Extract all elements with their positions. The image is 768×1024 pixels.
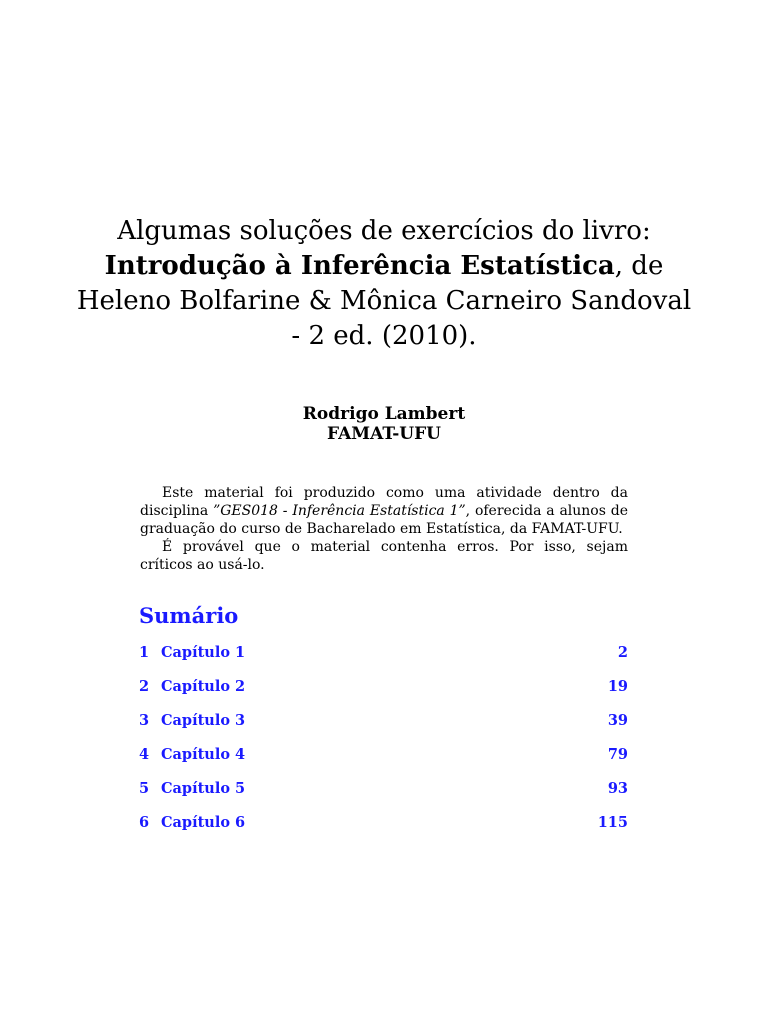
toc-entry-page[interactable]: 39 (607, 712, 628, 729)
title-line-1: Algumas soluções de exercícios do livro: (117, 216, 651, 246)
toc-entry-number: 3 (139, 712, 150, 729)
toc-entry-number: 1 (139, 644, 150, 661)
table-of-contents (139, 644, 628, 848)
toc-entry-title[interactable]: Capítulo 3 (161, 712, 246, 729)
toc-entry-number: 2 (139, 678, 150, 695)
toc-entry-number: 4 (139, 746, 150, 763)
author-name: Rodrigo Lambert (302, 404, 466, 424)
title-line-2-suffix: , de (614, 251, 664, 281)
toc-entry-page[interactable]: 115 (597, 814, 628, 831)
document-title (0, 214, 768, 354)
toc-entry-4[interactable] (139, 746, 628, 780)
toc-heading: Sumário (139, 603, 239, 628)
toc-entry-1[interactable] (139, 644, 628, 678)
toc-entry-title[interactable]: Capítulo 6 (161, 814, 246, 831)
toc-entry-page[interactable]: 79 (607, 746, 628, 763)
toc-entry-page[interactable]: 2 (617, 644, 628, 661)
toc-entry-title[interactable]: Capítulo 2 (161, 678, 246, 695)
toc-entry-number: 5 (139, 780, 150, 797)
toc-entry-6[interactable] (139, 814, 628, 848)
author-affiliation: FAMAT-UFU (327, 424, 441, 444)
toc-entry-2[interactable] (139, 678, 628, 712)
toc-entry-5[interactable] (139, 780, 628, 814)
toc-entry-page[interactable]: 93 (607, 780, 628, 797)
abstract-paragraph-2: É provável que o material contenha erros. Por isso, sejam críticos ao usá-lo. (140, 539, 628, 573)
toc-entry-page[interactable]: 19 (607, 678, 628, 695)
book-title: Introdução à Inferência Estatística (104, 251, 615, 281)
toc-entry-title[interactable]: Capítulo 1 (161, 644, 246, 661)
toc-entry-number: 6 (139, 814, 150, 831)
toc-entry-title[interactable]: Capítulo 5 (161, 780, 246, 797)
title-line-3: Heleno Bolfarine & Mônica Carneiro Sandoval (76, 286, 692, 316)
title-line-4: - 2 ed. (2010). (291, 321, 477, 351)
toc-entry-3[interactable] (139, 712, 628, 746)
author-block (0, 404, 768, 444)
toc-entry-title[interactable]: Capítulo 4 (161, 746, 246, 763)
title-line-2 (0, 249, 768, 284)
abstract-p1-start: Este material foi produzido como uma atividade dentro da disciplina (140, 485, 628, 519)
abstract-paragraph-1 (140, 484, 628, 538)
course-name: ”GES018 - Inferência Estatística 1” (213, 503, 466, 519)
abstract-p1-end: , oferecida a alunos de graduação do curso de Bacharelado em Estatística, da FAMAT-UFU. (140, 503, 628, 537)
abstract (140, 484, 628, 574)
